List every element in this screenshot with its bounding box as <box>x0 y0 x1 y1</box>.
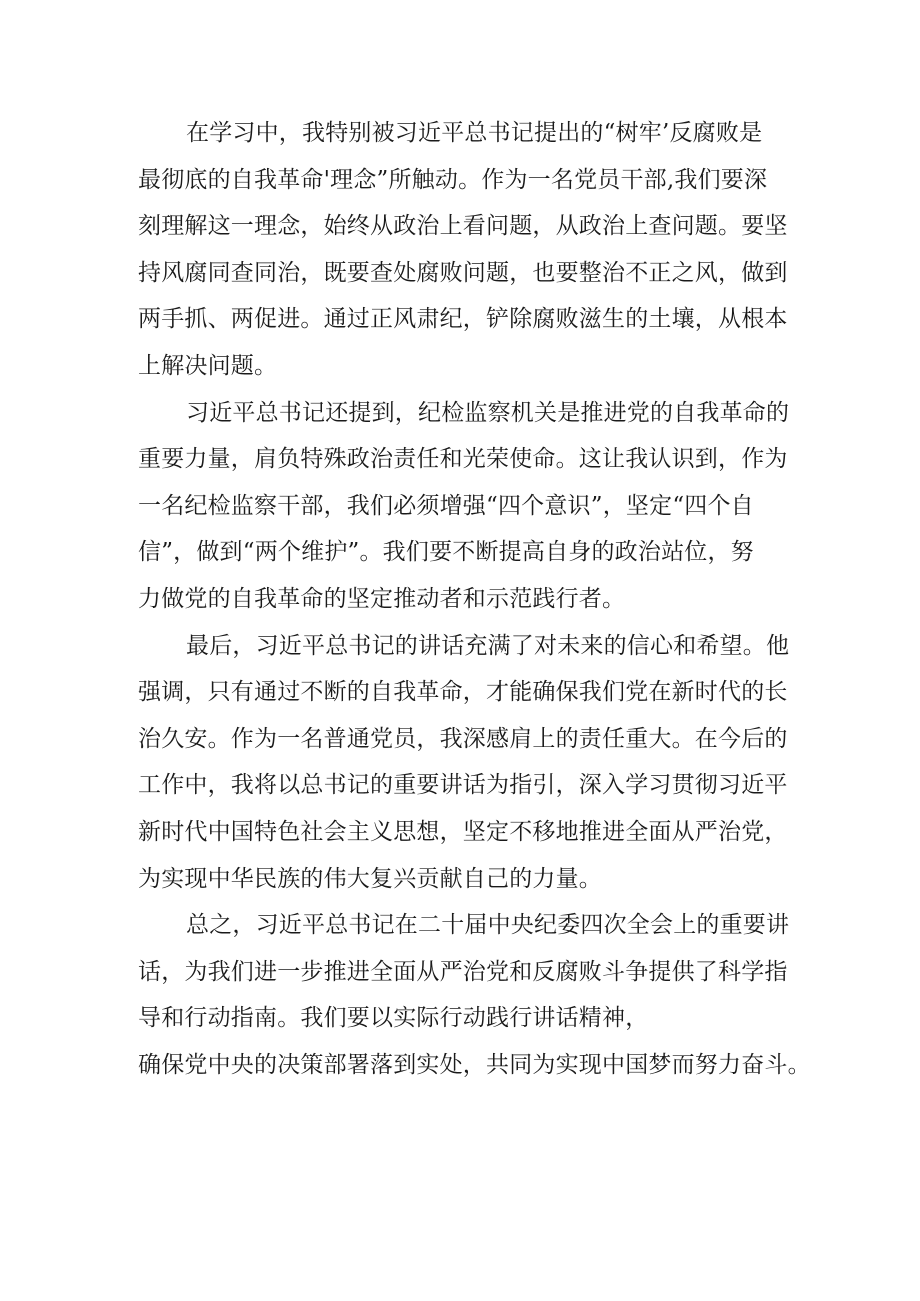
paragraph-line: 总之，习近平总书记在二十届中央纪委四次全会上的重要讲 <box>186 912 790 939</box>
paragraph-line: 工作中，我将以总书记的重要讲话为指引，深入学习贯彻习近平 <box>138 772 788 799</box>
paragraph-line: 一名纪检监察干部，我们必须增强“四个意识”，坚定“四个自 <box>138 492 754 519</box>
paragraph-line: 确保党中央的决策部署落到实处，共同为实现中国梦而努力奋斗。 <box>138 1051 811 1078</box>
document-body <box>138 110 811 1088</box>
paragraph-line: 导和行动指南。我们要以实际行动践行讲话精神， <box>138 1005 649 1032</box>
paragraph-line: 重要力量，肩负特殊政治责任和光荣使命。这让我认识到，作为 <box>138 446 788 473</box>
paragraph-4 <box>138 902 811 1088</box>
paragraph-line: 习近平总书记还提到，纪检监察机关是推进党的自我革命的 <box>186 399 790 426</box>
paragraph-1 <box>138 110 798 390</box>
paragraph-line: 话，为我们进一步推进全面从严治党和反腐败斗争提供了科学指 <box>138 958 788 985</box>
paragraph-line: 两手抓、两促进。通过正风肃纪，铲除腐败滋生的土壤，从根本 <box>138 306 788 333</box>
paragraph-line: 治久安。作为一名普通党员，我深感肩上的责任重大。在今后的 <box>138 725 788 752</box>
paragraph-line: 刻理解这一理念，始终从政治上看问题，从政治上查问题。要坚 <box>138 213 788 240</box>
paragraph-line: 为实现中华民族的伟大复兴贡献自己的力量。 <box>138 865 602 892</box>
paragraph-3 <box>138 623 798 903</box>
paragraph-line: 强调，只有通过不断的自我革命，才能确保我们党在新时代的长 <box>138 679 788 706</box>
paragraph-line: 力做党的自我革命的坚定推动者和示范践行者。 <box>138 585 626 612</box>
paragraph-line: 新时代中国特色社会主义思想，坚定不移地推进全面从严治党， <box>138 818 788 845</box>
paragraph-line: 信”，做到“两个维护”。我们要不断提高自身的政治站位，努 <box>138 539 754 566</box>
paragraph-line: 持风腐同查同治，既要查处腐败问题，也要整治不正之风，做到 <box>138 259 788 286</box>
paragraph-2 <box>138 390 798 623</box>
paragraph-line: 最后，习近平总书记的讲话充满了对未来的信心和希望。他 <box>186 632 790 659</box>
paragraph-line: 上解决问题。 <box>138 352 278 379</box>
paragraph-line: 最彻底的自我革命'理念”所触动。作为一名党员干部,我们要深 <box>138 166 768 193</box>
paragraph-line: 在学习中，我特别被习近平总书记提出的“树牢’反腐败是 <box>186 120 763 146</box>
